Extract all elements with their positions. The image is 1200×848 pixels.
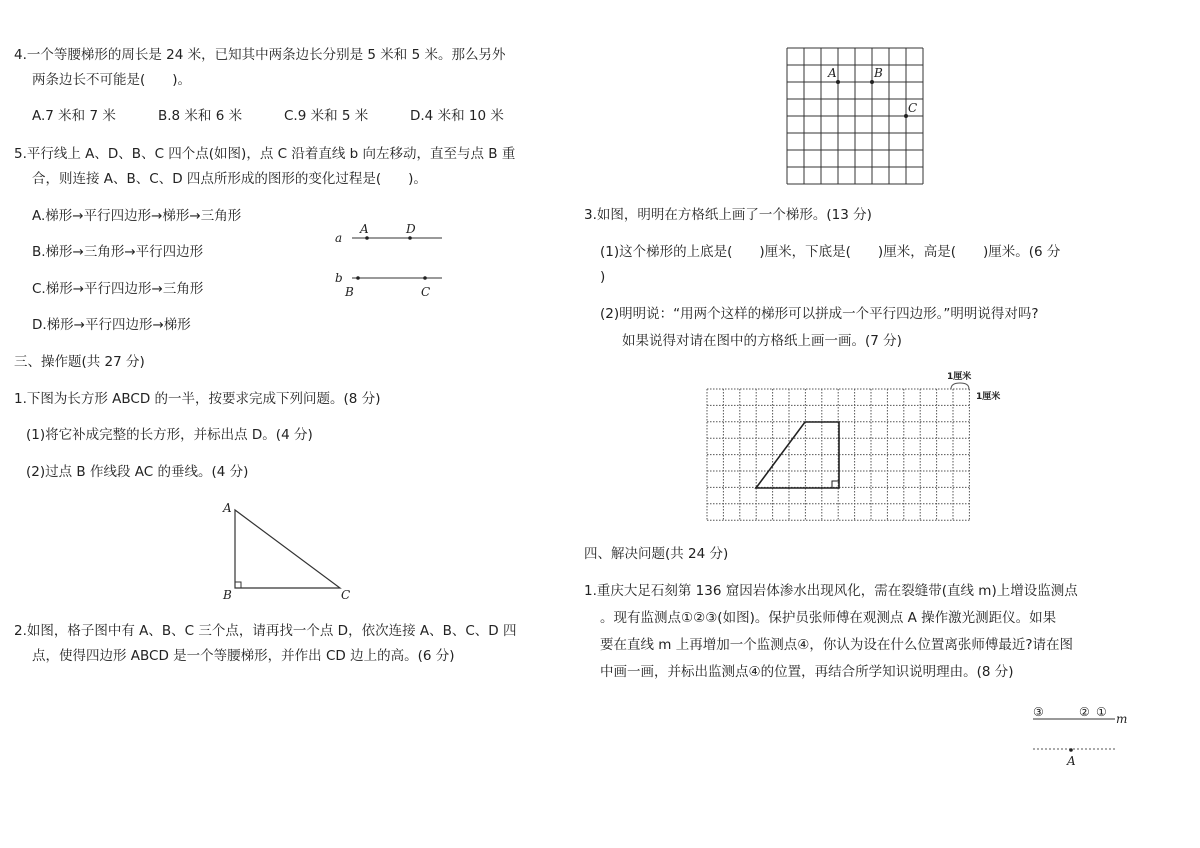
q4-option-d: D.4 米和 10 米 xyxy=(410,108,504,124)
solve1-line3: 要在直线 m 上再增加一个监测点④，你认为设在什么位置离张师傅最近?请在图 xyxy=(600,637,1073,653)
q5-option-d: D.梯形→平行四边形→梯形 xyxy=(32,317,191,333)
line-a-label: a xyxy=(335,231,343,245)
q5-option-c: C.梯形→平行四边形→三角形 xyxy=(32,281,204,297)
solve1-line1: 1.重庆大足石刻第 136 窟因岩体渗水出现风化，需在裂缝带(直线 m)上增设监测点 xyxy=(584,583,1078,599)
parallel-lines-figure xyxy=(330,218,450,303)
dot-grid-figure xyxy=(780,40,930,190)
op3-sub2-line2: 如果说得对请在图中的方格纸上画一画。(7 分) xyxy=(622,333,902,349)
monitoring-points-figure xyxy=(1025,700,1135,775)
solve1-line2: 。现有监测点①②③(如图)。保护员张师傅在观测点 A 操作激光测距仪。如果 xyxy=(600,610,1057,626)
right-triangle-figure xyxy=(220,500,360,605)
op1-sub2: (2)过点 B 作线段 AC 的垂线。(4 分) xyxy=(26,464,249,480)
q5-option-b: B.梯形→三角形→平行四边形 xyxy=(32,244,204,260)
monitor-point-2: ② xyxy=(1079,705,1090,719)
trapezoid-grid-figure xyxy=(700,366,1000,528)
op2-line2: 点，使得四边形 ABCD 是一个等腰梯形，并作出 CD 边上的高。(6 分) xyxy=(32,648,455,664)
q5-line2: 合，则连接 A、B、C、D 四点所形成的图形的变化过程是( )。 xyxy=(32,171,427,187)
grid-point-b-label: B xyxy=(874,66,883,80)
line-b-label: b xyxy=(335,271,343,285)
triangle-label-a: A xyxy=(223,501,232,515)
point-d-label: D xyxy=(406,222,416,236)
monitor-point-3: ③ xyxy=(1033,705,1044,719)
point-a-label: A xyxy=(360,222,369,236)
op3-title: 3.如图，明明在方格纸上画了一个梯形。(13 分) xyxy=(584,207,872,223)
op3-sub1-line2: ) xyxy=(600,269,606,285)
unit-label-top: 1厘米 xyxy=(947,372,972,382)
q4-option-b: B.8 米和 6 米 xyxy=(158,108,243,124)
op2-line1: 2.如图，格子图中有 A、B、C 三个点，请再找一个点 D，依次连接 A、B、C、D 四 xyxy=(14,623,517,639)
solve1-line4: 中画一画，并标出监测点④的位置，再结合所学知识说明理由。(8 分) xyxy=(600,664,1014,680)
op3-sub1-line1: (1)这个梯形的上底是( )厘米，下底是( )厘米，高是( )厘米。(6 分 xyxy=(600,244,1061,260)
monitor-point-1: ① xyxy=(1096,705,1107,719)
op1-sub1: (1)将它补成完整的长方形，并标出点 D。(4 分) xyxy=(26,427,313,443)
q4-line2: 两条边长不可能是( )。 xyxy=(32,72,192,88)
q4-option-a: A.7 米和 7 米 xyxy=(32,108,116,124)
q5-option-a: A.梯形→平行四边形→梯形→三角形 xyxy=(32,208,242,224)
section4-title: 四、解决问题(共 24 分) xyxy=(584,546,729,562)
point-c-label: C xyxy=(421,285,431,299)
observation-point-a-label: A xyxy=(1067,754,1076,768)
unit-label-side: 1厘米 xyxy=(976,392,1001,402)
triangle-label-b: B xyxy=(223,588,232,602)
op3-sub2-line1: (2)明明说：“用两个这样的梯形可以拼成一个平行四边形。”明明说得对吗? xyxy=(600,306,1039,322)
q4-line1: 4.一个等腰梯形的周长是 24 米，已知其中两条边长分别是 5 米和 5 米。那么另外 xyxy=(14,47,506,63)
point-b-label: B xyxy=(345,285,354,299)
q4-option-c: C.9 米和 5 米 xyxy=(284,108,369,124)
section3-title: 三、操作题(共 27 分) xyxy=(14,354,145,370)
line-m-label: m xyxy=(1116,712,1128,726)
triangle-label-c: C xyxy=(341,588,351,602)
grid-point-c-label: C xyxy=(908,101,918,115)
op1-title: 1.下图为长方形 ABCD 的一半，按要求完成下列问题。(8 分) xyxy=(14,391,381,407)
grid-point-a-label: A xyxy=(828,66,837,80)
q5-line1: 5.平行线上 A、D、B、C 四个点(如图)，点 C 沿着直线 b 向左移动，直至与点 B 重 xyxy=(14,146,516,162)
